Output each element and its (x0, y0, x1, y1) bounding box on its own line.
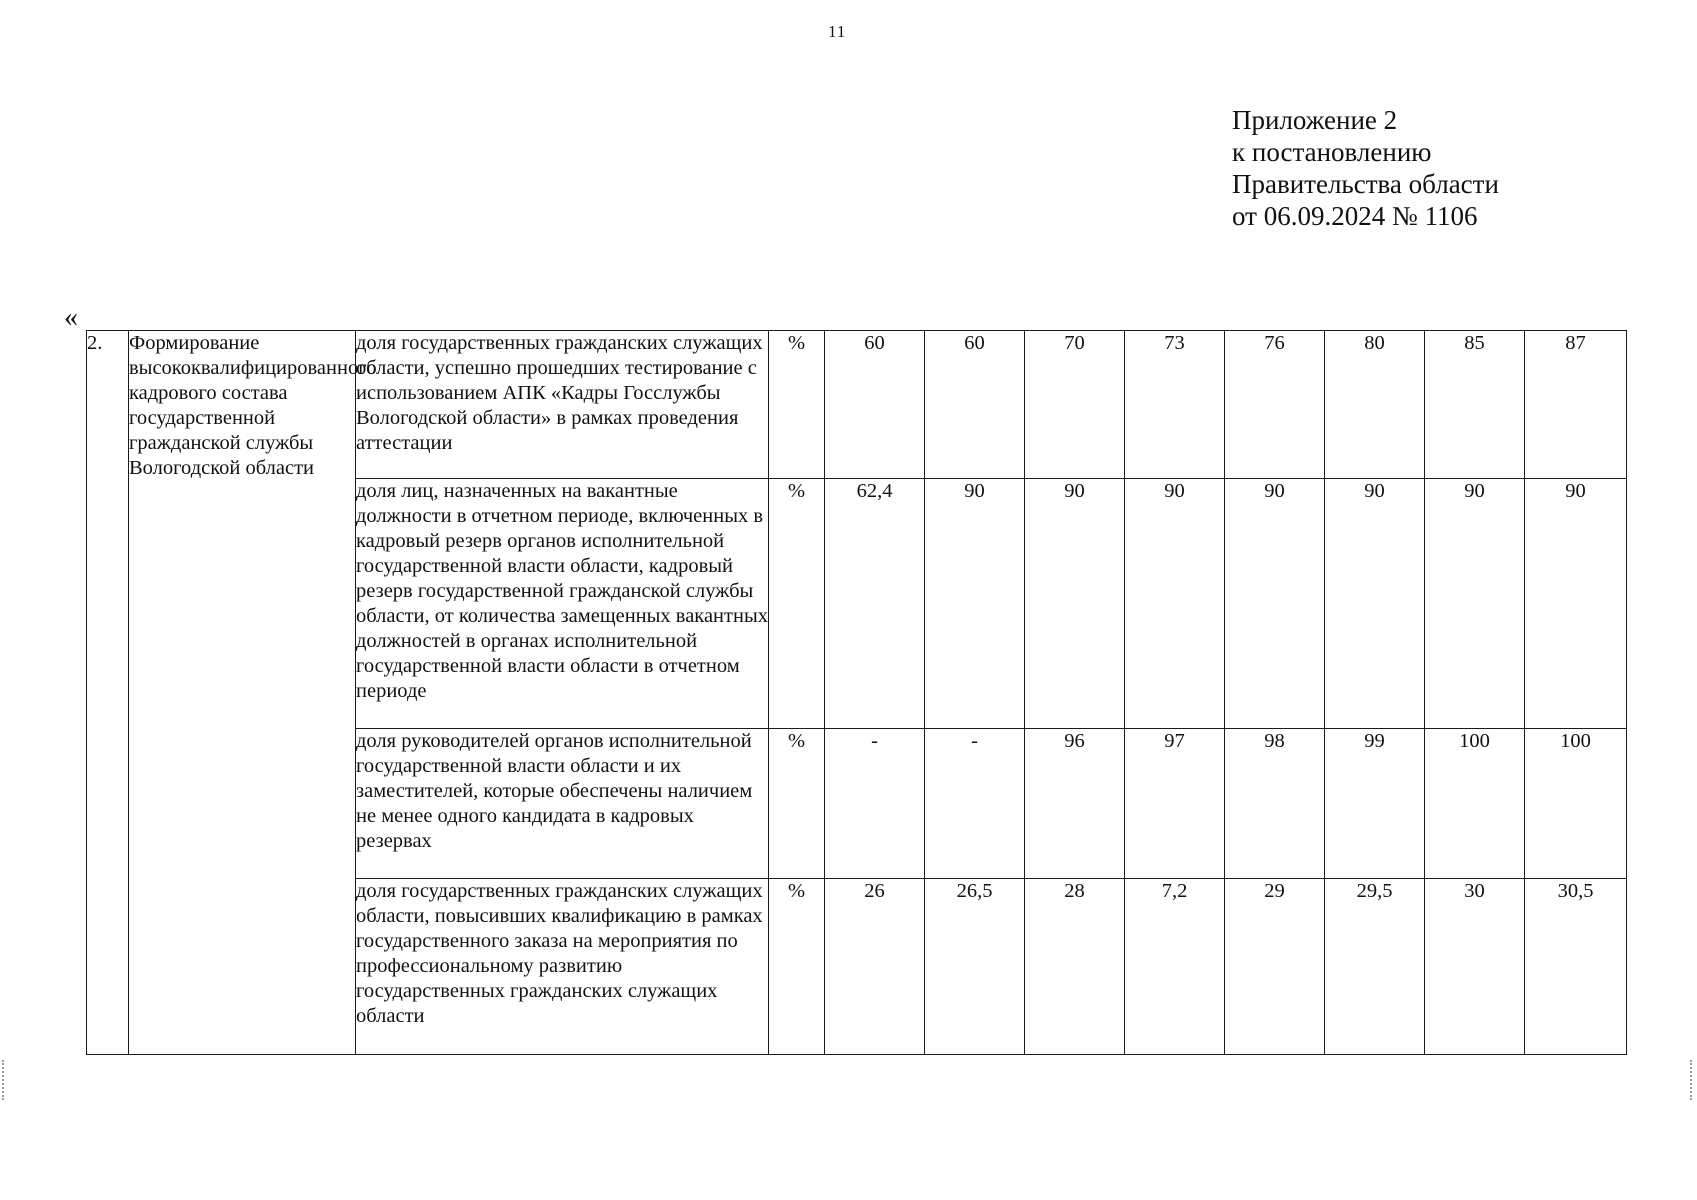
value-cell: 90 (1225, 479, 1325, 729)
value-cell: 100 (1425, 729, 1525, 879)
value-cell: 90 (1025, 479, 1125, 729)
scan-edge-marks-left (2, 1060, 6, 1100)
unit-cell: % (769, 729, 825, 879)
appendix-header (1232, 104, 1499, 232)
opening-quote-mark: « (64, 302, 78, 333)
unit-cell: % (769, 879, 825, 1055)
value-cell: 98 (1225, 729, 1325, 879)
scan-edge-marks-right (1690, 1060, 1694, 1100)
value-cell: 29 (1225, 879, 1325, 1055)
value-cell: 29,5 (1325, 879, 1425, 1055)
row-number: 2. (87, 331, 129, 1055)
table-row (87, 331, 1627, 479)
value-cell: 100 (1525, 729, 1627, 879)
value-cell: 76 (1225, 331, 1325, 479)
value-cell: 97 (1125, 729, 1225, 879)
value-cell: 90 (1525, 479, 1627, 729)
appendix-line-4: от 06.09.2024 № 1106 (1232, 201, 1478, 231)
appendix-line-2: к постановлению (1232, 137, 1432, 167)
appendix-line-1: Приложение 2 (1232, 105, 1398, 135)
value-cell: 62,4 (825, 479, 925, 729)
indicators-table (86, 330, 1627, 1055)
indicator-name: доля государственных гражданских служащих области, успешно прошедших тестирование с использованием АПК «Кадры Госслужбы Вологодской области» в рамках проведения аттестации (356, 331, 769, 479)
value-cell: 96 (1025, 729, 1125, 879)
value-cell: 85 (1425, 331, 1525, 479)
value-cell: - (925, 729, 1025, 879)
value-cell: 87 (1525, 331, 1627, 479)
page-number: 11 (828, 22, 847, 41)
appendix-line-3: Правительства области (1232, 169, 1499, 199)
value-cell: 60 (825, 331, 925, 479)
value-cell: 7,2 (1125, 879, 1225, 1055)
value-cell: 26,5 (925, 879, 1025, 1055)
value-cell: 90 (1325, 479, 1425, 729)
value-cell: 28 (1025, 879, 1125, 1055)
task-name: Формирование высококвалифицированного кадрового состава государственной гражданской службы Вологодской области (129, 331, 356, 1055)
value-cell: 90 (925, 479, 1025, 729)
value-cell: - (825, 729, 925, 879)
value-cell: 30,5 (1525, 879, 1627, 1055)
unit-cell: % (769, 331, 825, 479)
indicator-name: доля государственных гражданских служащих области, повысивших квалификацию в рамках государственного заказа на мероприятия по профессиональному развитию государственных гражданских служащих области (356, 879, 769, 1055)
value-cell: 26 (825, 879, 925, 1055)
value-cell: 60 (925, 331, 1025, 479)
value-cell: 73 (1125, 331, 1225, 479)
indicator-name: доля лиц, назначенных на вакантные должности в отчетном периоде, включенных в кадровый резерв органов исполнительной государственной власти области, кадровый резерв государственной гражданской службы области, от количества замещенных вакантных должностей в органах исполнительной государственной власти области в отчетном периоде (356, 479, 769, 729)
value-cell: 90 (1125, 479, 1225, 729)
unit-cell: % (769, 479, 825, 729)
value-cell: 80 (1325, 331, 1425, 479)
value-cell: 30 (1425, 879, 1525, 1055)
value-cell: 70 (1025, 331, 1125, 479)
value-cell: 90 (1425, 479, 1525, 729)
value-cell: 99 (1325, 729, 1425, 879)
indicator-name: доля руководителей органов исполнительной государственной власти области и их заместителей, которые обеспечены наличием не менее одного кандидата в кадровых резервах (356, 729, 769, 879)
